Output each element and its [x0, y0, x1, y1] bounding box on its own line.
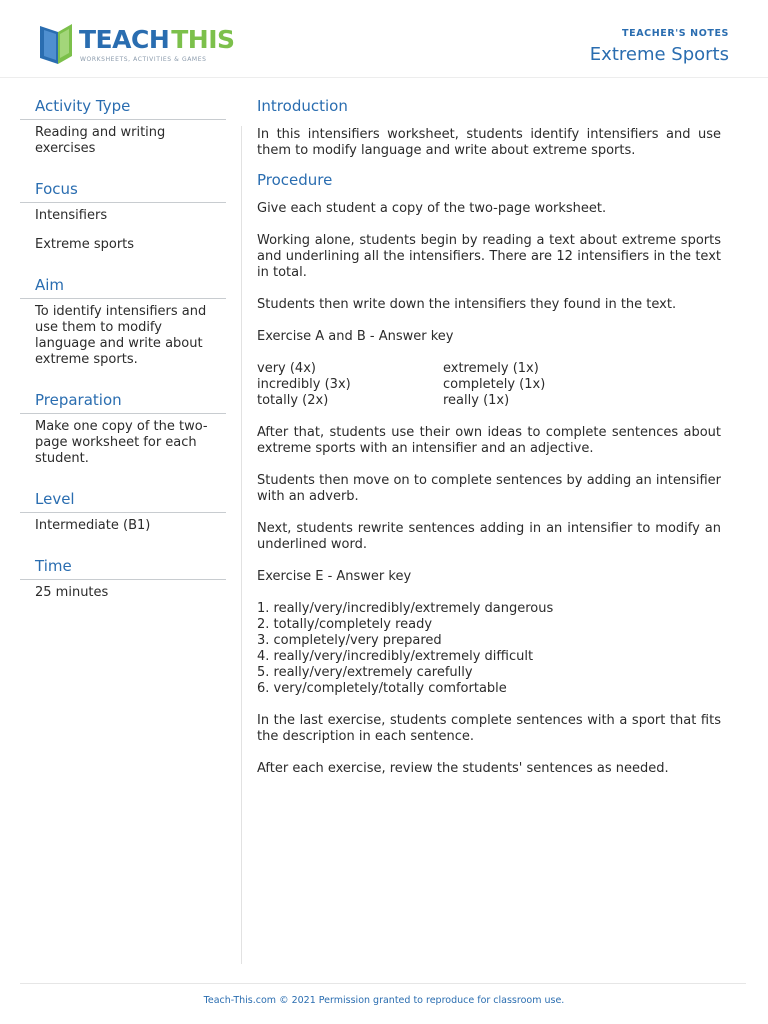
procedure-paragraph: In the last exercise, students complete sentences with a sport that fits the description in each sentence.: [257, 713, 721, 744]
focus-section: [20, 179, 226, 253]
answer-key-item: 1. really/very/incredibly/extremely dangerous: [257, 601, 554, 616]
procedure-paragraph: Students then write down the intensifiers they found in the text.: [257, 297, 677, 312]
activity-type-heading: Activity Type: [20, 96, 226, 120]
time-section: [20, 556, 226, 601]
column-divider: [241, 126, 242, 964]
footer-copyright: Teach-This.com © 2021 Permission granted to reproduce for classroom use.: [203, 995, 565, 1006]
sidebar: [20, 96, 226, 601]
answer-key-ab: [257, 361, 721, 409]
page-title: Extreme Sports: [589, 44, 729, 65]
answer-key-column: [257, 361, 443, 409]
level-section: [20, 489, 226, 534]
activity-type-section: [20, 96, 226, 157]
preparation-heading: Preparation: [20, 390, 226, 414]
focus-item: Extreme sports: [35, 237, 135, 252]
answer-key-e-list: [257, 601, 721, 697]
aim-heading: Aim: [20, 275, 226, 299]
procedure-paragraph: Students then move on to complete sentences by adding an intensifier with an adverb.: [257, 473, 721, 504]
aim-value: To identify intensifiers and use them to modify language and write about extreme sports.: [35, 304, 207, 367]
teach-this-logo: [36, 22, 236, 68]
introduction-text: In this intensifiers worksheet, students identify intensifiers and use them to modify language and write about extreme sports.: [257, 127, 721, 158]
page-header: [0, 0, 768, 78]
level-heading: Level: [20, 489, 226, 513]
answer-key-item: totally (2x): [257, 393, 329, 408]
book-logo-icon: [36, 22, 76, 66]
logo-wordmark: TEACH THIS: [79, 25, 235, 54]
procedure-paragraph: Next, students rewrite sentences adding in an intensifier to modify an underlined word.: [257, 521, 721, 552]
answer-key-item: very (4x): [257, 361, 316, 376]
logo-tagline: WORKSHEETS, ACTIVITIES & GAMES: [80, 56, 207, 63]
procedure-paragraph: Working alone, students begin by reading a text about extreme sports and underlining all the intensifiers. There are 12 intensifiers in the text in total.: [257, 233, 721, 280]
answer-key-item: 5. really/very/extremely carefully: [257, 665, 473, 680]
answer-key-ab-title: Exercise A and B - Answer key: [257, 329, 454, 344]
answer-key-item: 4. really/very/incredibly/extremely difficult: [257, 649, 534, 664]
answer-key-e-title: Exercise E - Answer key: [257, 569, 412, 584]
answer-key-item: 6. very/completely/totally comfortable: [257, 681, 507, 696]
answer-key-item: extremely (1x): [443, 361, 539, 376]
focus-heading: Focus: [20, 179, 226, 203]
answer-key-item: completely (1x): [443, 377, 546, 392]
answer-key-column: [443, 361, 643, 409]
procedure-paragraph: After each exercise, review the students' sentences as needed.: [257, 761, 669, 776]
introduction-heading: Introduction: [257, 97, 348, 115]
answer-key-item: really (1x): [443, 393, 510, 408]
preparation-section: [20, 390, 226, 467]
teachers-notes-label: TEACHER'S NOTES: [622, 28, 729, 39]
level-value: Intermediate (B1): [35, 518, 151, 533]
time-heading: Time: [20, 556, 226, 580]
procedure-heading: Procedure: [257, 171, 333, 189]
focus-item: Intensifiers: [35, 208, 108, 223]
answer-key-item: incredibly (3x): [257, 377, 351, 392]
procedure-paragraph: After that, students use their own ideas to complete sentences about extreme sports with an intensifier and an adjective.: [257, 425, 721, 456]
answer-key-item: 2. totally/completely ready: [257, 617, 433, 632]
procedure-paragraph: Give each student a copy of the two-page worksheet.: [257, 201, 607, 216]
main-content: [257, 96, 721, 777]
answer-key-item: 3. completely/very prepared: [257, 633, 442, 648]
preparation-value: Make one copy of the two-page worksheet for each student.: [35, 419, 208, 466]
footer-divider: [20, 983, 746, 984]
activity-type-value: Reading and writing exercises: [35, 125, 166, 156]
time-value: 25 minutes: [35, 585, 109, 600]
aim-section: [20, 275, 226, 368]
